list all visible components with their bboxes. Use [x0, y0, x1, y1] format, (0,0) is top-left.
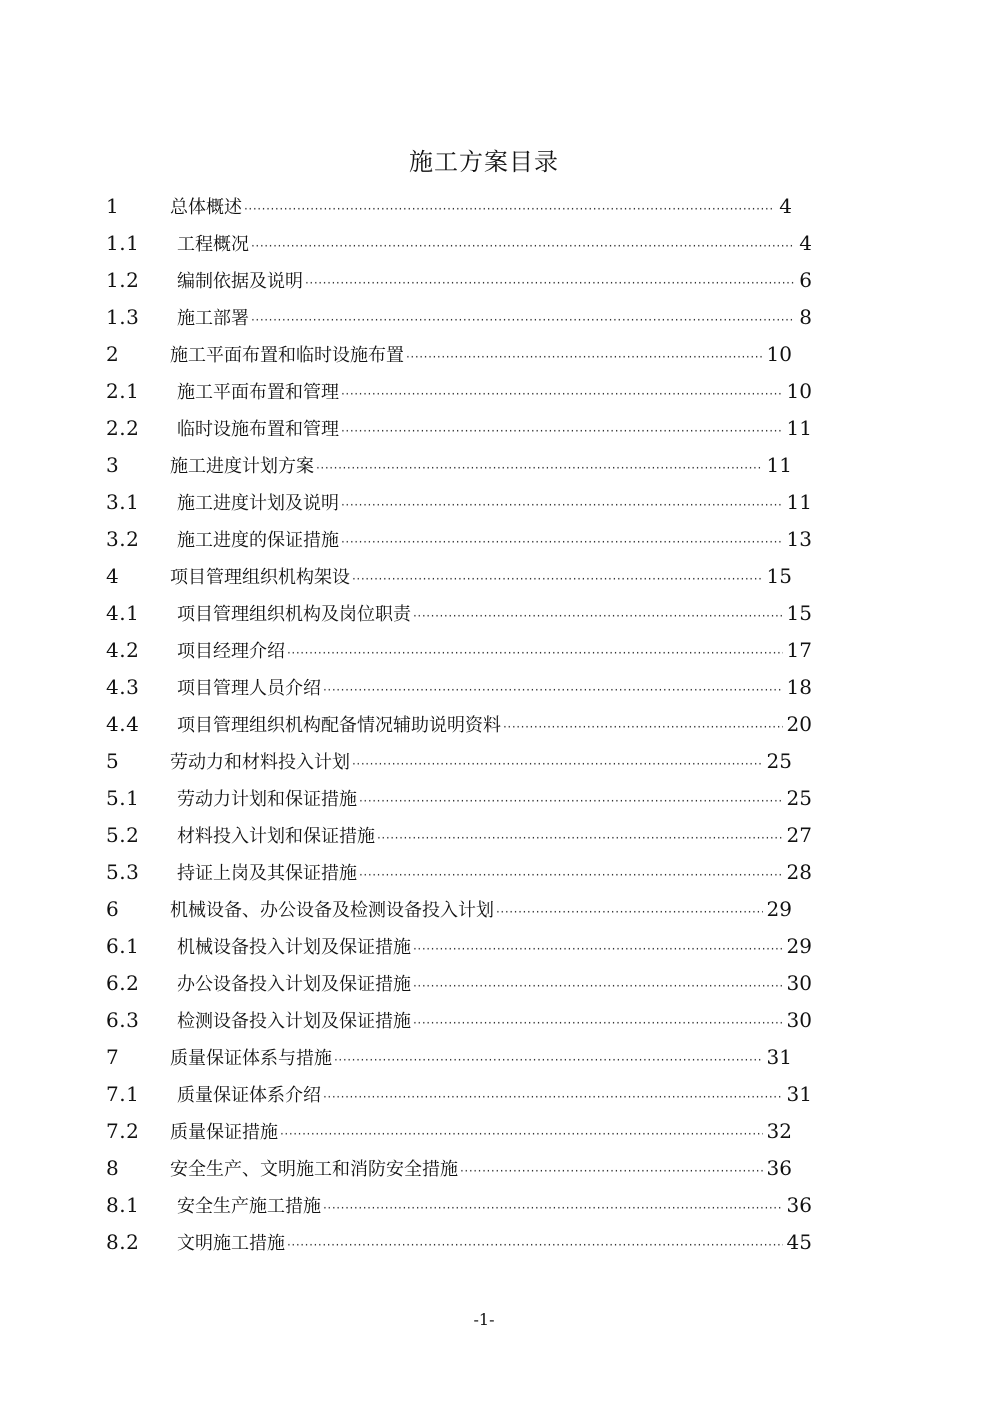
toc-section-title[interactable]: 施工平面布置和临时设施布置	[170, 344, 404, 366]
toc-page-number[interactable]: 29	[766, 896, 792, 921]
toc-page-number[interactable]: 29	[786, 933, 812, 958]
toc-page-number[interactable]: 11	[766, 452, 792, 477]
toc-page-number[interactable]: 11	[786, 415, 812, 440]
toc-entry[interactable]	[0, 1223, 1000, 1260]
toc-page-number[interactable]: 28	[786, 859, 812, 884]
toc-entry[interactable]	[0, 1075, 1000, 1112]
toc-page-number[interactable]: 25	[766, 748, 792, 773]
toc-dot-leader	[287, 646, 783, 660]
toc-section-title[interactable]: 施工进度计划及说明	[177, 492, 339, 514]
toc-dot-leader	[413, 979, 783, 993]
toc-section-number: 1.3	[106, 304, 140, 329]
toc-section-title[interactable]: 临时设施布置和管理	[177, 418, 339, 440]
toc-entry[interactable]	[0, 964, 1000, 1001]
toc-section-title[interactable]: 总体概述	[170, 196, 242, 218]
document-title: 施工方案目录	[409, 148, 559, 176]
toc-entry-line	[177, 1229, 812, 1255]
toc-entry-line	[170, 1044, 792, 1070]
toc-section-number: 8.1	[106, 1192, 140, 1217]
toc-entry-line	[170, 341, 792, 367]
toc-section-title[interactable]: 劳动力和材料投入计划	[170, 751, 350, 773]
toc-entry-line	[170, 748, 792, 774]
toc-dot-leader	[251, 239, 795, 253]
toc-entry[interactable]	[0, 483, 1000, 520]
toc-dot-leader	[341, 535, 783, 549]
toc-section-title[interactable]: 施工进度的保证措施	[177, 529, 339, 551]
toc-entry-line	[177, 785, 812, 811]
toc-section-number: 8.2	[106, 1229, 140, 1254]
toc-section-number: 2	[106, 341, 120, 366]
toc-section-number: 5.2	[106, 822, 140, 847]
toc-page-number[interactable]: 15	[786, 600, 812, 625]
toc-section-title[interactable]: 材料投入计划和保证措施	[177, 825, 375, 847]
toc-section-number: 4.3	[106, 674, 140, 699]
toc-entry-line	[177, 859, 812, 885]
toc-section-title[interactable]: 施工部署	[177, 307, 249, 329]
toc-dot-leader	[503, 720, 783, 734]
toc-page-number[interactable]: 30	[786, 1007, 812, 1032]
toc-section-number: 5	[106, 748, 120, 773]
toc-section-number: 4.4	[106, 711, 140, 736]
toc-entry[interactable]	[0, 409, 1000, 446]
toc-entry-line	[177, 415, 812, 441]
toc-entry-line	[170, 1118, 792, 1144]
toc-page-number[interactable]: 4	[779, 193, 792, 218]
toc-section-title[interactable]: 机械设备、办公设备及检测设备投入计划	[170, 899, 494, 921]
toc-entry[interactable]	[0, 224, 1000, 261]
toc-entry-line	[170, 452, 792, 478]
toc-entry[interactable]	[0, 594, 1000, 631]
toc-entry[interactable]	[0, 927, 1000, 964]
toc-section-title[interactable]: 检测设备投入计划及保证措施	[177, 1010, 411, 1032]
toc-entry[interactable]	[0, 1112, 1000, 1149]
toc-section-title[interactable]: 质量保证体系与措施	[170, 1047, 332, 1069]
toc-entry-line	[177, 304, 812, 330]
toc-dot-leader	[341, 498, 783, 512]
toc-dot-leader	[323, 1090, 783, 1104]
toc-section-number: 4	[106, 563, 120, 588]
toc-entry-line	[177, 267, 812, 293]
toc-entry[interactable]	[0, 705, 1000, 742]
toc-section-number: 1	[106, 193, 120, 218]
toc-page-number[interactable]: 36	[786, 1192, 812, 1217]
toc-entry-line	[177, 1007, 812, 1033]
toc-dot-leader	[413, 942, 783, 956]
toc-dot-leader	[377, 831, 783, 845]
toc-dot-leader	[352, 572, 763, 586]
toc-entry[interactable]	[0, 1186, 1000, 1223]
toc-page-number[interactable]: 30	[786, 970, 812, 995]
toc-entry[interactable]	[0, 298, 1000, 335]
toc-entry[interactable]	[0, 446, 1000, 483]
toc-entry-line	[170, 896, 792, 922]
toc-section-title[interactable]: 文明施工措施	[177, 1232, 285, 1254]
toc-page-number[interactable]: 8	[799, 304, 812, 329]
toc-page-number[interactable]: 31	[766, 1044, 792, 1069]
toc-entry-line	[177, 600, 812, 626]
toc-entry[interactable]	[0, 187, 1000, 224]
toc-entry-line	[177, 711, 812, 737]
toc-section-title[interactable]: 质量保证措施	[170, 1121, 278, 1143]
toc-entry[interactable]	[0, 557, 1000, 594]
toc-section-number: 6.2	[106, 970, 140, 995]
toc-section-title[interactable]: 施工进度计划方案	[170, 455, 314, 477]
toc-section-title[interactable]: 项目管理组织机构架设	[170, 566, 350, 588]
toc-section-number: 1.2	[106, 267, 140, 292]
toc-dot-leader	[251, 313, 795, 327]
toc-section-number: 6.1	[106, 933, 140, 958]
toc-dot-leader	[359, 794, 783, 808]
toc-section-title[interactable]: 办公设备投入计划及保证措施	[177, 973, 411, 995]
toc-section-number: 8	[106, 1155, 120, 1180]
toc-section-number: 6.3	[106, 1007, 140, 1032]
toc-entry-line	[177, 822, 812, 848]
toc-dot-leader	[413, 609, 783, 623]
toc-section-title[interactable]: 安全生产施工措施	[177, 1195, 321, 1217]
toc-entry-line	[170, 563, 792, 589]
toc-dot-leader	[460, 1164, 763, 1178]
toc-section-number: 3.1	[106, 489, 140, 514]
toc-section-title[interactable]: 持证上岗及其保证措施	[177, 862, 357, 884]
toc-entry[interactable]	[0, 742, 1000, 779]
toc-dot-leader	[334, 1053, 763, 1067]
toc-section-number: 5.3	[106, 859, 140, 884]
toc-section-title[interactable]: 工程概况	[177, 233, 249, 255]
toc-entry-line	[177, 1081, 812, 1107]
toc-entry-line	[170, 193, 792, 219]
toc-entry[interactable]	[0, 816, 1000, 853]
toc-page-number[interactable]: 31	[786, 1081, 812, 1106]
toc-page-number[interactable]: 11	[786, 489, 812, 514]
toc-section-number: 3	[106, 452, 120, 477]
toc-entry-line	[177, 970, 812, 996]
toc-dot-leader	[496, 905, 763, 919]
toc-entry[interactable]	[0, 1038, 1000, 1075]
toc-section-number: 4.2	[106, 637, 140, 662]
toc-page-number[interactable]: 15	[766, 563, 792, 588]
toc-section-number: 2.2	[106, 415, 140, 440]
toc-page-number[interactable]: 17	[786, 637, 812, 662]
toc-page-number[interactable]: 20	[786, 711, 812, 736]
toc-page-number[interactable]: 25	[786, 785, 812, 810]
toc-section-number: 2.1	[106, 378, 140, 403]
toc-page-number[interactable]: 27	[786, 822, 812, 847]
toc-entry-line	[177, 526, 812, 552]
toc-section-number: 7.1	[106, 1081, 140, 1106]
toc-section-title[interactable]: 项目管理组织机构及岗位职责	[177, 603, 411, 625]
toc-entry[interactable]	[0, 261, 1000, 298]
toc-entry-line	[177, 230, 812, 256]
toc-entry-line	[177, 489, 812, 515]
toc-section-title[interactable]: 项目管理组织机构配备情况辅助说明资料	[177, 714, 501, 736]
toc-dot-leader	[341, 424, 783, 438]
toc-dot-leader	[323, 683, 783, 697]
toc-dot-leader	[305, 276, 795, 290]
toc-section-title[interactable]: 施工平面布置和管理	[177, 381, 339, 403]
toc-entry[interactable]	[0, 668, 1000, 705]
toc-dot-leader	[352, 757, 763, 771]
toc-page-number[interactable]: 45	[786, 1229, 812, 1254]
toc-entry-line	[177, 1192, 812, 1218]
toc-page-number[interactable]: 6	[799, 267, 812, 292]
toc-dot-leader	[323, 1201, 783, 1215]
toc-page-number[interactable]: 32	[766, 1118, 792, 1143]
toc-section-number: 3.2	[106, 526, 140, 551]
toc-section-title[interactable]: 项目经理介绍	[177, 640, 285, 662]
toc-dot-leader	[280, 1127, 763, 1141]
toc-dot-leader	[316, 461, 763, 475]
toc-entry[interactable]	[0, 1001, 1000, 1038]
toc-entry[interactable]	[0, 890, 1000, 927]
toc-section-number: 4.1	[106, 600, 140, 625]
toc-dot-leader	[413, 1016, 783, 1030]
toc-section-title[interactable]: 编制依据及说明	[177, 270, 303, 292]
toc-section-title[interactable]: 机械设备投入计划及保证措施	[177, 936, 411, 958]
toc-entry-line	[177, 674, 812, 700]
toc-entry-line	[177, 933, 812, 959]
toc-section-number: 6	[106, 896, 120, 921]
toc-dot-leader	[244, 202, 775, 216]
toc-entry-line	[177, 637, 812, 663]
toc-dot-leader	[287, 1238, 783, 1252]
toc-entry[interactable]	[0, 520, 1000, 557]
toc-page-number[interactable]: 36	[766, 1155, 792, 1180]
toc-section-number: 1.1	[106, 230, 140, 255]
toc-entry-line	[170, 1155, 792, 1181]
toc-dot-leader	[341, 387, 783, 401]
toc-section-title[interactable]: 劳动力计划和保证措施	[177, 788, 357, 810]
toc-page-number[interactable]: 18	[786, 674, 812, 699]
toc-entry[interactable]	[0, 853, 1000, 890]
toc-page-number[interactable]: 4	[799, 230, 812, 255]
toc-section-title[interactable]: 安全生产、文明施工和消防安全措施	[170, 1158, 458, 1180]
toc-section-title[interactable]: 项目管理人员介绍	[177, 677, 321, 699]
toc-section-number: 7	[106, 1044, 120, 1069]
toc-dot-leader	[359, 868, 783, 882]
toc-entry[interactable]	[0, 1149, 1000, 1186]
toc-page-number[interactable]: 10	[766, 341, 792, 366]
toc-page-number[interactable]: 13	[786, 526, 812, 551]
toc-entry[interactable]	[0, 779, 1000, 816]
page-number: -1-	[473, 1310, 495, 1329]
toc-section-number: 5.1	[106, 785, 140, 810]
toc-entry-line	[177, 378, 812, 404]
toc-page-number[interactable]: 10	[786, 378, 812, 403]
toc-section-title[interactable]: 质量保证体系介绍	[177, 1084, 321, 1106]
toc-dot-leader	[406, 350, 763, 364]
toc-entry[interactable]	[0, 631, 1000, 668]
toc-entry[interactable]	[0, 372, 1000, 409]
toc-section-number: 7.2	[106, 1118, 140, 1143]
toc-entry[interactable]	[0, 335, 1000, 372]
